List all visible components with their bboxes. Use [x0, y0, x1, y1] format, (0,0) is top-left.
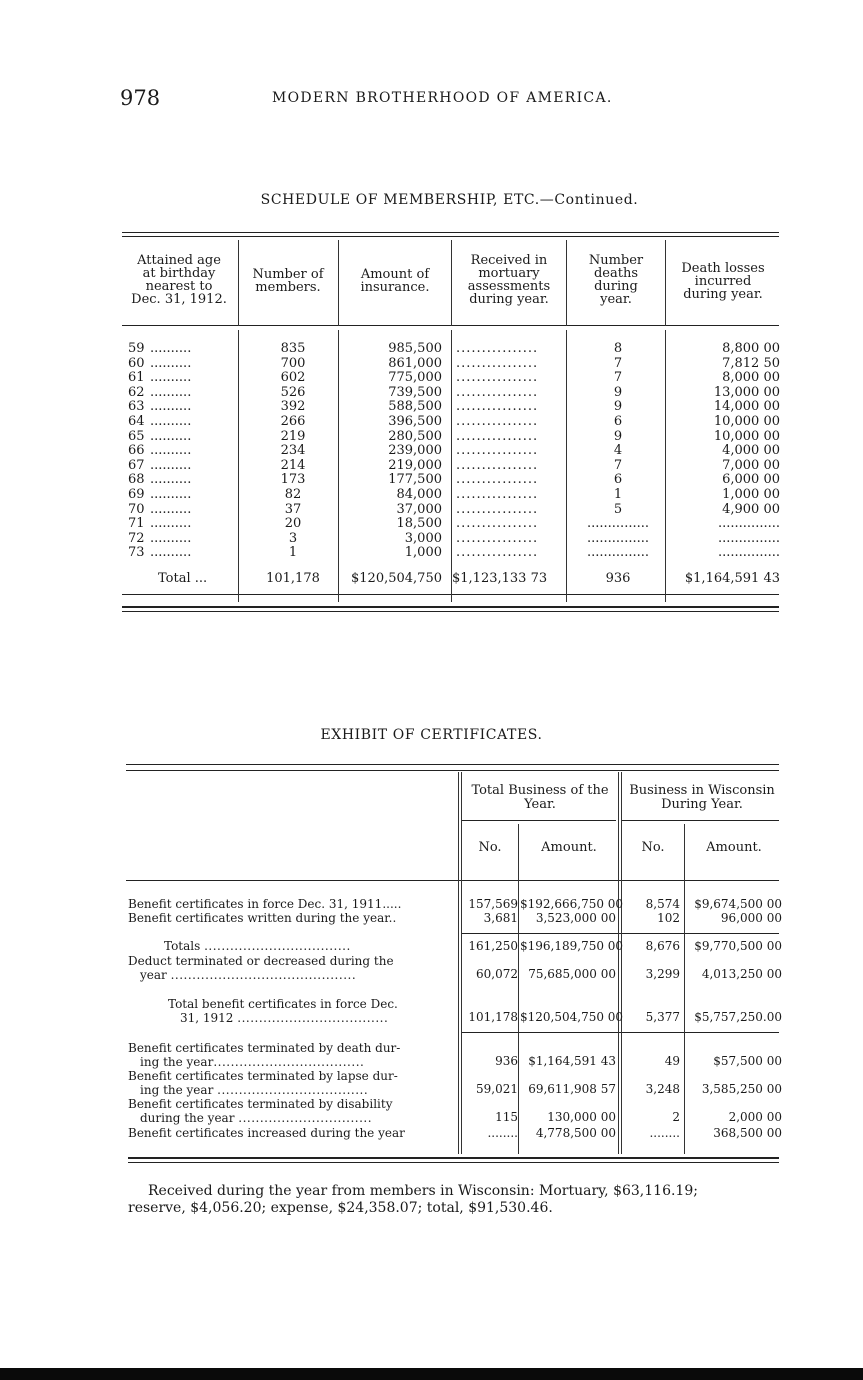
header-line: mortuary	[478, 266, 540, 281]
total-no-cell: 59,021	[476, 1082, 518, 1096]
members-cell: 835	[280, 341, 306, 356]
losses-cell: ...............	[718, 530, 780, 546]
row-label-line	[128, 969, 454, 983]
wisconsin-amount-cell: 3,585,250 00	[701, 1082, 782, 1096]
row-label-line: Benefit certificates terminated by lapse dur-	[128, 1069, 398, 1083]
insurance-cell: 280,500	[388, 428, 442, 444]
leader-dots: ..........	[150, 399, 192, 415]
losses-cell: 8,000 00	[722, 370, 780, 386]
leader-dots: ..........	[150, 370, 192, 386]
deaths-cell: 7	[613, 355, 623, 371]
table-row	[124, 415, 784, 430]
insurance-cell: 239,000	[388, 443, 442, 459]
header-total-no: No.	[478, 840, 502, 855]
deaths-cell: 6	[613, 413, 623, 429]
leader-dots: ..........	[150, 530, 192, 546]
wisconsin-amount-cell: 96,000 00	[720, 911, 782, 925]
insurance-cell: 3,000	[404, 530, 442, 546]
age-value: 62	[128, 384, 145, 400]
deaths-cell: 1	[613, 486, 623, 502]
mortuary-cell: ................	[456, 458, 539, 473]
table-row	[124, 430, 784, 445]
wisconsin-no-cell: 102	[657, 911, 680, 925]
header-line: During Year.	[661, 797, 743, 812]
header-line: insurance.	[360, 280, 430, 295]
mortuary-cell: ................	[456, 385, 539, 400]
total-insurance: $120,504,750	[351, 571, 442, 586]
mortuary-cell: ................	[456, 531, 539, 546]
losses-cell: 10,000 00	[713, 428, 780, 444]
row-label-text: year	[140, 968, 167, 982]
insurance-cell: 588,500	[388, 399, 442, 415]
header-wisconsin-amount: Amount.	[706, 840, 762, 855]
table-row	[124, 473, 784, 488]
losses-cell: 8,800 00	[722, 341, 780, 356]
deaths-cell: 4	[613, 443, 623, 459]
wisconsin-no-cell: 2	[672, 1110, 680, 1124]
members-cell: 214	[280, 457, 306, 473]
age-value: 67	[128, 457, 145, 473]
footnote-line-1: Received during the year from members in Wisconsin: Mortuary, $63,116.19;	[148, 1183, 698, 1199]
table-row	[124, 357, 784, 372]
row-label-line: Deduct terminated or decreased during the	[128, 954, 394, 968]
header-line: Amount of	[360, 267, 430, 282]
row-label	[128, 998, 454, 1025]
mortuary-cell: ................	[456, 444, 539, 459]
deaths-cell: 9	[613, 428, 623, 444]
losses-cell: 4,900 00	[722, 501, 780, 517]
age-value: 60	[128, 355, 145, 371]
deaths-cell: ...............	[587, 545, 649, 561]
members-cell: 20	[284, 516, 302, 532]
row-label-line: Benefit certificates terminated by death dur-	[128, 1041, 401, 1055]
wisconsin-amount-cell: 368,500 00	[713, 1126, 782, 1140]
total-amount-cell: 4,778,500 00	[535, 1126, 616, 1140]
header-line: year.	[600, 292, 632, 307]
leader-dots: ...............................	[238, 1111, 373, 1125]
header-attained-age	[122, 254, 236, 306]
row-label: Benefit certificates written during the year..	[128, 911, 397, 925]
scan-edge-bar	[0, 1368, 863, 1380]
header-number-deaths	[568, 254, 664, 306]
row-label	[128, 1070, 454, 1097]
leader-dots: ..................................	[204, 940, 351, 953]
total-amount-cell: $120,504,750 00	[520, 1010, 624, 1024]
age-value: 68	[128, 472, 145, 488]
table-row	[124, 517, 784, 532]
mortuary-cell: ................	[456, 400, 539, 415]
wisconsin-no-cell: 3,248	[645, 1082, 680, 1096]
wisconsin-no-cell: 8,676	[645, 939, 680, 953]
table-row	[124, 444, 784, 459]
wisconsin-amount-cell: $9,770,500 00	[694, 939, 782, 953]
total-no-cell: 161,250	[468, 939, 518, 953]
row-label	[128, 1098, 454, 1125]
header-line: nearest to	[145, 279, 213, 294]
insurance-cell: 37,000	[396, 501, 442, 517]
total-no-cell: 157,569	[468, 897, 518, 911]
leader-dots: ..........	[150, 486, 192, 502]
header-line: Number of	[252, 267, 324, 282]
header-mortuary-assessments	[453, 254, 565, 306]
table-row	[124, 488, 784, 503]
wisconsin-no-cell: 49	[664, 1054, 680, 1068]
members-cell: 392	[280, 399, 306, 415]
header-line: assessments	[467, 279, 551, 294]
header-line: Year.	[524, 797, 556, 812]
wisconsin-amount-cell: 4,013,250 00	[701, 967, 782, 981]
total-losses: $1,164,591 43	[684, 571, 780, 586]
members-cell: 700	[280, 355, 306, 371]
header-line: Number	[588, 253, 644, 268]
header-line: Total Business of the	[471, 783, 609, 798]
header-wisconsin-business	[622, 784, 782, 812]
running-head: MODERN BROTHERHOOD OF AMERICA.	[272, 90, 613, 106]
members-cell: 234	[280, 443, 306, 459]
insurance-cell: 177,500	[388, 472, 442, 488]
total-no-cell: 60,072	[476, 967, 518, 981]
deaths-cell: ...............	[587, 516, 649, 532]
leader-dots: ..........	[150, 457, 192, 473]
age-value: 61	[128, 370, 145, 386]
header-line: members.	[255, 280, 321, 295]
row-label: Benefit certificates in force Dec. 31, 1911.....	[128, 897, 402, 911]
membership-rows	[124, 342, 784, 561]
table-row	[124, 386, 784, 401]
row-label	[128, 940, 454, 954]
header-death-losses	[667, 262, 779, 301]
mortuary-cell: ................	[456, 546, 539, 561]
membership-title: SCHEDULE OF MEMBERSHIP, ETC.—Continued.	[260, 192, 639, 208]
header-total-business	[462, 784, 618, 812]
mortuary-cell: ................	[456, 473, 539, 488]
age-value: 72	[128, 530, 145, 546]
header-line: during year.	[683, 287, 763, 302]
leader-dots: ...................................	[213, 1055, 365, 1069]
mortuary-cell: ................	[456, 429, 539, 444]
header-line: Received in	[470, 253, 548, 268]
table-row	[124, 371, 784, 386]
age-value: 59	[128, 341, 145, 356]
row-label	[128, 955, 454, 982]
mortuary-cell: ................	[456, 414, 539, 429]
insurance-cell: 396,500	[388, 413, 442, 429]
total-amount-cell: 130,000 00	[547, 1110, 616, 1124]
mortuary-cell: ................	[456, 342, 539, 356]
mortuary-cell: ................	[456, 517, 539, 532]
mortuary-cell: ................	[456, 356, 539, 371]
losses-cell: 13,000 00	[713, 384, 780, 400]
total-no-cell: 936	[495, 1054, 518, 1068]
age-value: 71	[128, 516, 145, 532]
age-value: 73	[128, 545, 145, 561]
insurance-cell: 861,000	[388, 355, 442, 371]
age-value: 70	[128, 501, 145, 517]
members-cell: 37	[284, 501, 302, 517]
leader-dots: ..........	[150, 355, 192, 371]
row-label-text: ing the year	[140, 1083, 214, 1097]
table-row	[124, 459, 784, 474]
members-cell: 266	[280, 413, 306, 429]
table-row	[124, 342, 784, 357]
header-line: Attained age	[137, 253, 221, 268]
deaths-cell: 9	[613, 399, 623, 415]
age-value: 63	[128, 399, 145, 415]
wisconsin-no-cell: 3,299	[645, 967, 680, 981]
leader-dots: ...........................................	[170, 968, 357, 982]
losses-cell: 4,000 00	[722, 443, 780, 459]
header-number-of-members	[240, 268, 336, 294]
wisconsin-amount-cell: $57,500 00	[713, 1054, 782, 1068]
deaths-cell: 7	[613, 457, 623, 473]
losses-cell: ...............	[718, 545, 780, 561]
insurance-cell: 1,000	[404, 545, 442, 561]
total-amount-cell: $1,164,591 43	[528, 1054, 616, 1068]
insurance-cell: 739,500	[388, 384, 442, 400]
row-label-line	[128, 1112, 454, 1126]
total-amount-cell: 3,523,000 00	[535, 911, 616, 925]
row-label-line	[128, 1056, 454, 1070]
losses-cell: 7,000 00	[722, 457, 780, 473]
wisconsin-amount-cell: $9,674,500 00	[694, 897, 782, 911]
age-value: 64	[128, 413, 145, 429]
certificates-title: EXHIBIT OF CERTIFICATES.	[320, 727, 543, 743]
page-number: 978	[120, 86, 161, 110]
leader-dots: ..........	[150, 384, 192, 400]
leader-dots: ..........	[150, 413, 192, 429]
deaths-cell: 8	[613, 341, 623, 356]
losses-cell: 1,000 00	[722, 486, 780, 502]
leader-dots: ...................................	[217, 1083, 369, 1097]
mortuary-cell: ................	[456, 502, 539, 517]
row-label-line: Benefit certificates terminated by disability	[128, 1097, 393, 1111]
footnote	[128, 1183, 788, 1217]
deaths-cell: 7	[613, 370, 623, 386]
row-label-line: Total benefit certificates in force Dec.	[168, 997, 398, 1011]
total-amount-cell: 69,611,908 57	[528, 1082, 616, 1096]
losses-cell: 14,000 00	[713, 399, 780, 415]
total-no-cell: 115	[495, 1110, 518, 1124]
total-amount-cell: $192,666,750 00	[520, 897, 624, 911]
total-members: 101,178	[266, 571, 320, 586]
wisconsin-amount-cell: 2,000 00	[728, 1110, 782, 1124]
leader-dots: ..........	[150, 472, 192, 488]
row-label-text: ing the year	[140, 1055, 214, 1069]
total-no-cell: 101,178	[468, 1010, 518, 1024]
table-row	[124, 546, 784, 561]
header-wisconsin-no: No.	[641, 840, 665, 855]
header-line: Business in Wisconsin	[629, 783, 775, 798]
losses-cell: 10,000 00	[713, 413, 780, 429]
insurance-cell: 219,000	[388, 457, 442, 473]
losses-cell: ...............	[718, 516, 780, 532]
footnote-line-2: reserve, $4,056.20; expense, $24,358.07; total, $91,530.46.	[128, 1200, 553, 1216]
row-label: Benefit certificates increased during the year	[128, 1126, 405, 1140]
insurance-cell: 84,000	[396, 486, 442, 502]
total-no-cell: ........	[487, 1126, 518, 1140]
row-label-line	[128, 1084, 454, 1098]
header-line: deaths	[593, 266, 639, 281]
table-row	[124, 400, 784, 415]
wisconsin-no-cell: 5,377	[645, 1010, 680, 1024]
header-line: during year.	[469, 292, 549, 307]
age-value: 69	[128, 486, 145, 502]
wisconsin-no-cell: 8,574	[645, 897, 680, 911]
members-cell: 526	[280, 384, 306, 400]
row-label-text: 31, 1912	[180, 1011, 234, 1025]
row-label-line	[168, 1012, 454, 1026]
total-deaths: 936	[605, 571, 631, 586]
leader-dots: ..........	[150, 428, 192, 444]
header-line: Death losses	[681, 261, 765, 276]
losses-cell: 6,000 00	[722, 472, 780, 488]
total-no-cell: 3,681	[483, 911, 518, 925]
total-amount-cell: 75,685,000 00	[528, 967, 616, 981]
table-row	[124, 503, 784, 518]
total-mortuary: $1,123,133 73	[452, 571, 548, 586]
leader-dots: ..........	[150, 516, 192, 532]
age-value: 66	[128, 443, 145, 459]
leader-dots: ..........	[150, 501, 192, 517]
members-cell: 602	[280, 370, 306, 386]
header-line: at birthday	[142, 266, 216, 281]
members-cell: 3	[288, 530, 298, 546]
wisconsin-no-cell: ........	[649, 1126, 680, 1140]
deaths-cell: 6	[613, 472, 623, 488]
members-cell: 1	[288, 545, 298, 561]
leader-dots: ...................................	[237, 1011, 389, 1025]
leader-dots: ..........	[150, 545, 192, 561]
header-line: incurred	[694, 274, 752, 289]
total-label: Total ...	[158, 571, 208, 586]
header-line: Dec. 31, 1912.	[131, 292, 227, 307]
header-amount-of-insurance	[340, 268, 450, 294]
insurance-cell: 18,500	[396, 516, 442, 532]
row-label-text: Totals	[164, 940, 201, 953]
leader-dots: ..........	[150, 341, 192, 356]
deaths-cell: 5	[613, 501, 623, 517]
header-total-amount: Amount.	[541, 840, 597, 855]
deaths-cell: ...............	[587, 530, 649, 546]
deaths-cell: 9	[613, 384, 623, 400]
members-cell: 82	[284, 486, 302, 502]
mortuary-cell: ................	[456, 487, 539, 502]
header-line: during	[594, 279, 638, 294]
losses-cell: 7,812 50	[722, 355, 780, 371]
row-label-text: during the year	[140, 1111, 235, 1125]
leader-dots: ..........	[150, 443, 192, 459]
age-value: 65	[128, 428, 145, 444]
row-label	[128, 1042, 454, 1069]
members-cell: 219	[280, 428, 306, 444]
mortuary-cell: ................	[456, 371, 539, 386]
total-amount-cell: $196,189,750 00	[520, 939, 624, 953]
wisconsin-amount-cell: $5,757,250.00	[694, 1010, 782, 1024]
members-cell: 173	[280, 472, 306, 488]
table-row	[124, 532, 784, 547]
insurance-cell: 775,000	[388, 370, 442, 386]
insurance-cell: 985,500	[388, 341, 442, 356]
